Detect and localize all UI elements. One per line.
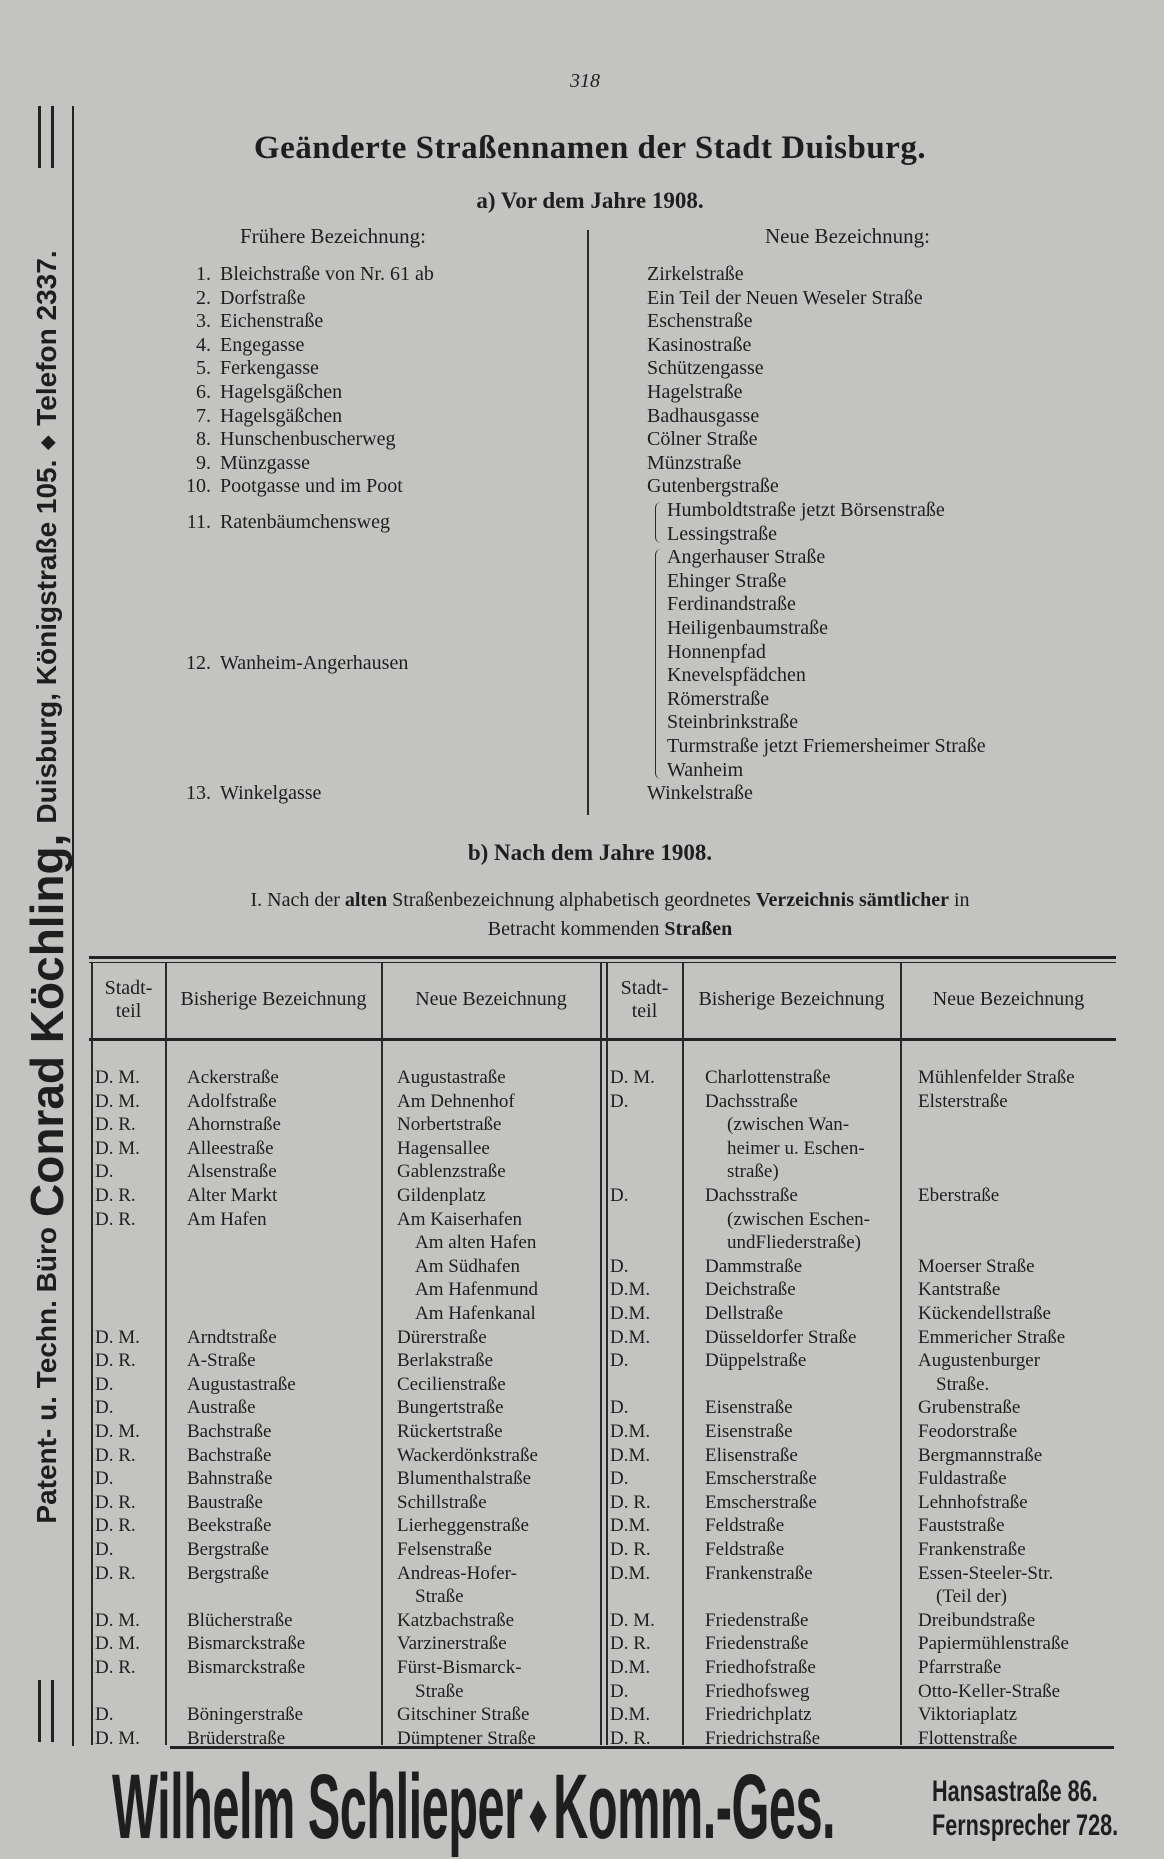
header-stadtteil-left (92, 977, 165, 1023)
table-cell-stadtteil: D. M. (610, 1067, 655, 1088)
table-cell-new-name: Schillstraße (397, 1491, 487, 1513)
table-cell-old-name: Bachstraße (187, 1444, 272, 1466)
table-cell-stadtteil: D. R. (95, 1114, 136, 1136)
table-cell-old-name: Baustraße (187, 1491, 263, 1513)
table-cell-stadtteil: D. R. (95, 1350, 136, 1372)
list-item-old-name: Hagelsgäßchen (220, 404, 343, 427)
list-item-new-name: Zirkelstraße (647, 263, 744, 285)
table-cell-old-name: Bismarckstraße (187, 1633, 306, 1655)
table-cell-new-name: Straße. (936, 1373, 990, 1395)
list-item-number: 8. (196, 428, 211, 451)
list-item-old-name: Dorfstraße (220, 286, 306, 309)
table-cell-stadtteil: D. M. (95, 1609, 140, 1631)
table-cell-new-name: Fuldastraße (918, 1468, 1007, 1490)
table-cell-new-name: Moerser Straße (918, 1255, 1035, 1277)
table-cell-old-name: Bergstraße (187, 1562, 269, 1584)
table-cell-old-name: Friedhofstraße (705, 1657, 816, 1678)
table-cell-old-name: Charlottenstraße (705, 1067, 831, 1088)
list-item-new-name: Knevelspfädchen (667, 664, 806, 687)
double-bar-bottom (38, 1680, 54, 1742)
advert-company-name: Wilhelm Schlieper (112, 1756, 523, 1858)
column-divider (587, 230, 589, 815)
header-text: teil (631, 1000, 658, 1022)
table-cell-old-name: Bismarckstraße (187, 1657, 306, 1678)
table-cell-stadtteil: D. M. (610, 1609, 655, 1631)
table-cell-new-name: Elsterstraße (918, 1090, 1008, 1112)
table-cell-stadtteil: D.M. (610, 1326, 651, 1348)
list-item-old-name: Pootgasse und im Poot (220, 475, 403, 498)
table-cell-stadtteil: D. M. (95, 1727, 140, 1749)
table-cell-stadtteil: D.M. (610, 1515, 651, 1537)
list-item-old-name: Winkelgasse (220, 782, 322, 805)
list-item-new-name: Heiligenbaumstraße (667, 617, 829, 639)
header-new-left: Neue Bezeichnung (415, 988, 567, 1010)
list-item-number: 13. (186, 782, 211, 805)
table-cell-stadtteil: D. (610, 1680, 629, 1702)
header-text: Stadt- (104, 977, 153, 999)
table-cell-stadtteil: D.M. (610, 1704, 651, 1726)
page-title: Geänderte Straßennamen der Stadt Duisburg. (253, 130, 927, 166)
table-cell-new-name: Felsenstraße (397, 1539, 492, 1560)
header-text: Stadt- (620, 977, 669, 999)
table-top-rule (89, 956, 1116, 959)
table-cell-new-name: Blumenthalstraße (397, 1468, 532, 1490)
list-item-number: 12. (186, 652, 211, 675)
table-cell-new-name: Norbertstraße (397, 1114, 502, 1136)
table-cell-stadtteil: D. (95, 1373, 114, 1395)
list-item-new-name: Steinbrinkstraße (667, 711, 799, 734)
table-cell-stadtteil: D.M. (610, 1303, 651, 1324)
table-cell-old-name: Brüderstraße (187, 1727, 286, 1749)
table-cell-new-name: Papiermühlenstraße (918, 1633, 1069, 1655)
table-cell-stadtteil: D. (610, 1255, 629, 1277)
table-cell-new-name: (Teil der) (936, 1586, 1007, 1608)
advert-phone: Fernsprecher 728. (932, 1809, 1119, 1842)
table-cell-new-name: Wackerdönkstraße (397, 1444, 538, 1466)
table-cell-stadtteil: D. R. (95, 1491, 136, 1513)
list-item-new-name: Münzstraße (647, 451, 742, 474)
table-cell-old-name: Emscherstraße (705, 1491, 817, 1513)
list-item-number: 2. (196, 286, 211, 309)
table-cell-old-name: Bahnstraße (187, 1468, 273, 1490)
table-cell-new-name: Essen-Steeler-Str. (918, 1562, 1054, 1584)
table-cell-old-name: Bachstraße (187, 1421, 272, 1442)
table-cell-old-name: Eisenstraße (705, 1421, 793, 1442)
list-item-number: 11. (186, 510, 211, 533)
table-cell-new-name: Berlakstraße (397, 1350, 494, 1372)
table-cell-stadtteil: D. (95, 1161, 114, 1183)
table-cell-old-name: Dachsstraße (705, 1185, 798, 1206)
table-cell-stadtteil: D. (95, 1704, 114, 1726)
list-item-new-name: Gutenbergstraße (647, 475, 779, 498)
table-cell-old-name: Dachsstraße (705, 1090, 798, 1112)
advert-contact (932, 1775, 1118, 1843)
table-cell-new-name: Fauststraße (918, 1515, 1005, 1537)
table-cell-old-name: heimer u. Eschen- (727, 1137, 865, 1159)
column-divider (682, 963, 684, 1745)
table-cell-old-name: Böningerstraße (187, 1704, 304, 1726)
list-item-new-name: Lessingstraße (667, 522, 777, 545)
list-item-old-name: Eichenstraße (220, 310, 324, 333)
table-cell-old-name: Dammstraße (705, 1255, 803, 1277)
table-cell-new-name: Bungertstraße (397, 1397, 504, 1419)
table-cell-stadtteil: D. M. (95, 1421, 140, 1442)
intro-bold: alten (344, 889, 388, 911)
table-cell-new-name: Lierheggenstraße (397, 1515, 529, 1537)
column-divider (381, 963, 383, 1745)
list-item-new-name: Cölner Straße (647, 428, 758, 451)
table-cell-stadtteil: D. R. (610, 1727, 651, 1749)
table-cell-new-name: Katzbachstraße (397, 1609, 515, 1631)
table-cell-old-name: (zwischen Wan- (727, 1114, 850, 1136)
list-item-old-name: Münzgasse (220, 451, 310, 474)
table-cell-old-name: Alter Markt (187, 1185, 278, 1206)
table-cell-new-name: Gildenplatz (397, 1185, 486, 1206)
side-advert-office: Patent- u. Techn. Büro (31, 1226, 62, 1524)
column-header-new: Neue Bezeichnung: (765, 224, 931, 248)
table-cell-new-name: Hagensallee (397, 1137, 490, 1159)
table-left-border (91, 963, 93, 1745)
table-cell-old-name: Bergstraße (187, 1539, 269, 1560)
table-cell-stadtteil: D. R. (95, 1185, 136, 1206)
table-cell-new-name: Rückertstraße (397, 1421, 503, 1442)
list-item-new-name: Angerhauser Straße (667, 546, 826, 569)
table-cell-stadtteil: D. R. (610, 1633, 651, 1655)
table-cell-stadtteil: D.M. (610, 1444, 651, 1466)
table-cell-old-name: Dellstraße (705, 1303, 784, 1324)
list-item-old-name: Wanheim-Angerhausen (220, 652, 409, 675)
list-item-new-name: Schützengasse (647, 357, 764, 380)
table-cell-old-name: Alleestraße (187, 1137, 274, 1159)
list-item-number: 7. (196, 404, 211, 427)
list-item-number: 10. (186, 475, 211, 498)
table-cell-old-name: Friedrichplatz (705, 1704, 812, 1726)
table-cell-old-name: (zwischen Eschen- (727, 1208, 870, 1230)
list-item-new-name: Ferdinandstraße (667, 593, 796, 616)
list-item-old-name: Engegasse (220, 333, 305, 356)
table-cell-old-name: Feldstraße (705, 1539, 785, 1560)
table-cell-new-name: Pfarrstraße (918, 1657, 1002, 1678)
table-cell-stadtteil: D. (610, 1350, 629, 1372)
column-divider (900, 963, 902, 1745)
table-cell-old-name: Feldstraße (705, 1515, 785, 1537)
table-cell-stadtteil: D. M. (95, 1090, 140, 1112)
table-cell-stadtteil: D. R. (95, 1208, 136, 1230)
table-cell-stadtteil: D. (610, 1468, 629, 1490)
table-cell-old-name: Frankenstraße (705, 1562, 813, 1584)
list-item-new-name: Ehinger Straße (667, 569, 787, 592)
header-new-right: Neue Bezeichnung (932, 988, 1085, 1010)
table-cell-new-name: Gablenzstraße (397, 1161, 506, 1183)
table-cell-new-name: Am Hafenkanal (415, 1303, 536, 1324)
table-cell-stadtteil: D. R. (610, 1491, 651, 1513)
table-cell-old-name: Friedrichstraße (705, 1727, 821, 1749)
list-item-number: 5. (196, 357, 211, 380)
list-item-old-name: Bleichstraße von Nr. 61 ab (220, 263, 434, 285)
list-item-number: 6. (196, 381, 211, 403)
section-a-heading: a) Vor dem Jahre 1908. (476, 188, 704, 213)
table-cell-stadtteil: D. (610, 1397, 629, 1419)
list-item-old-name: Hagelsgäßchen (220, 381, 343, 403)
table-cell-stadtteil: D. R. (95, 1444, 136, 1466)
side-advert-address: Duisburg, Königstraße 105. (31, 459, 62, 824)
table-cell-stadtteil: D.M. (610, 1421, 651, 1442)
intro-text: Betracht kommenden (487, 918, 660, 940)
table-cell-new-name: Straße (415, 1680, 464, 1702)
list-item-number: 3. (196, 310, 211, 333)
table-cell-stadtteil: D.M. (610, 1279, 651, 1301)
table-cell-stadtteil: D. (610, 1185, 629, 1206)
list-item-new-name: Kasinostraße (647, 333, 752, 356)
table-cell-new-name: Straße (415, 1586, 464, 1608)
table-cell-old-name: Friedhofsweg (705, 1680, 810, 1702)
intro-text: I. Nach der (250, 889, 340, 911)
side-advert-phone: Telefon 2337. (31, 250, 62, 426)
table-cell-stadtteil: D. (95, 1397, 114, 1419)
table-cell-new-name: Kückendellstraße (918, 1303, 1051, 1324)
table-cell-stadtteil: D. R. (95, 1562, 136, 1584)
table-cell-new-name: Emmericher Straße (918, 1326, 1066, 1348)
table-cell-old-name: Düsseldorfer Straße (705, 1326, 857, 1348)
intro-bold: Verzeichnis sämtlicher (755, 889, 949, 911)
table-cell-new-name: Eberstraße (918, 1185, 1000, 1206)
intro-text: Straßenbezeichnung alphabetisch geordnetes (392, 889, 751, 911)
header-text: teil (115, 1000, 142, 1022)
table-cell-new-name: Am Südhafen (415, 1255, 521, 1277)
table-cell-new-name: Am Dehnenhof (397, 1090, 515, 1112)
column-divider (165, 963, 167, 1745)
table-cell-new-name: Augustastraße (397, 1067, 506, 1088)
list-item-new-name: Wanheim (667, 758, 744, 781)
table-cell-new-name: Dreibundstraße (918, 1609, 1036, 1631)
table-cell-old-name: Beekstraße (187, 1515, 272, 1537)
table-cell-new-name: Flottenstraße (918, 1727, 1018, 1749)
table-cell-new-name: Am Hafenmund (415, 1279, 538, 1301)
table-cell-old-name: Am Hafen (187, 1208, 267, 1230)
intro-bold: Straßen (664, 918, 733, 940)
table-cell-old-name: Austraße (187, 1397, 256, 1419)
list-item-new-name: Winkelstraße (647, 782, 753, 805)
list-item-new-name: Hagelstraße (647, 381, 743, 403)
list-item-new-name: Turmstraße jetzt Friemersheimer Straße (667, 735, 986, 757)
table-cell-new-name: Lehnhofstraße (918, 1491, 1028, 1513)
list-item-new-name: Römerstraße (667, 687, 770, 710)
table-cell-stadtteil: D. (95, 1539, 114, 1560)
list-item-new-name: Honnenpfad (667, 640, 766, 663)
table-cell-old-name: Deichstraße (705, 1279, 796, 1301)
table-cell-old-name: undFliederstraße) (727, 1232, 862, 1254)
table-cell-old-name: Alsenstraße (187, 1161, 277, 1183)
page-number: 318 (570, 70, 600, 92)
table-cell-old-name: straße) (727, 1161, 779, 1183)
table-cell-new-name: Dümptener Straße (397, 1727, 536, 1749)
table-cell-old-name: Friedenstraße (705, 1633, 809, 1655)
list-item-old-name: Ferkengasse (220, 357, 319, 380)
table-cell-stadtteil: D.M. (610, 1562, 651, 1584)
table-cell-new-name: Bergmannstraße (918, 1444, 1043, 1466)
table-top-rule-thin (89, 962, 1116, 963)
column-header-old: Frühere Bezeichnung: (240, 224, 427, 248)
header-old-right: Bisherige Bezeichnung (698, 988, 885, 1010)
table-cell-old-name: Blücherstraße (187, 1609, 293, 1631)
table-cell-old-name: Friedenstraße (705, 1609, 809, 1631)
table-cell-new-name: Dürerstraße (397, 1326, 487, 1348)
table-cell-stadtteil: D. M. (95, 1137, 140, 1159)
table-cell-new-name: Mühlenfelder Straße (918, 1067, 1075, 1088)
intro-text: in (953, 889, 970, 911)
table-cell-old-name: Ackerstraße (187, 1067, 279, 1088)
table-cell-new-name: Otto-Keller-Straße (918, 1680, 1061, 1702)
table-cell-old-name: Düppelstraße (705, 1350, 807, 1372)
table-cell-new-name: Gitschiner Straße (397, 1704, 530, 1726)
section-b-heading: b) Nach dem Jahre 1908. (467, 840, 713, 865)
column-divider (600, 963, 602, 1745)
bracket-icon (655, 502, 662, 543)
bracket-icon (655, 549, 662, 779)
table-cell-old-name: Adolfstraße (187, 1090, 277, 1112)
bottom-advertisement (112, 1756, 836, 1858)
column-divider (606, 963, 608, 1745)
table-cell-old-name: Emscherstraße (705, 1468, 817, 1490)
header-old-left: Bisherige Bezeichnung (180, 988, 367, 1010)
side-advertisement (22, 106, 72, 1668)
advert-address: Hansastraße 86. (932, 1775, 1098, 1808)
table-cell-new-name: Fürst-Bismarck- (397, 1657, 522, 1678)
table-cell-stadtteil: D. M. (95, 1326, 140, 1348)
diamond-icon: ◆ (529, 1791, 546, 1836)
table-cell-new-name: Andreas-Hofer- (397, 1562, 517, 1584)
table-cell-new-name: Varzinerstraße (397, 1633, 507, 1655)
table-cell-new-name: Grubenstraße (918, 1397, 1021, 1419)
side-advert-name: Conrad Köchling, (21, 833, 73, 1217)
list-item-new-name: Eschenstraße (647, 310, 753, 333)
table-cell-new-name: Feodorstraße (918, 1421, 1018, 1442)
table-cell-new-name: Am Kaiserhafen (397, 1208, 523, 1230)
table-cell-new-name: Cecilienstraße (397, 1373, 506, 1395)
table-cell-new-name: Viktoriaplatz (918, 1704, 1018, 1726)
table-cell-stadtteil: D.M. (610, 1657, 651, 1678)
table-cell-old-name: Arndtstraße (187, 1326, 277, 1348)
table-cell-old-name: A-Straße (187, 1350, 256, 1372)
table-cell-stadtteil: D. R. (95, 1657, 136, 1678)
table-cell-old-name: Elisenstraße (705, 1444, 798, 1466)
table-cell-new-name: Am alten Hafen (415, 1232, 537, 1254)
table-cell-old-name: Ahornstraße (187, 1114, 281, 1136)
advert-company-type: Komm.-Ges. (553, 1756, 836, 1858)
diamond-icon: ◆ (36, 435, 57, 450)
table-cell-new-name: Frankenstraße (918, 1539, 1026, 1560)
table-cell-stadtteil: D. (95, 1468, 114, 1490)
list-item-old-name: Ratenbäumchensweg (220, 510, 390, 533)
list-item-number: 1. (196, 263, 211, 285)
table-cell-stadtteil: D. (610, 1090, 629, 1112)
table-cell-stadtteil: D. R. (610, 1539, 651, 1560)
table-cell-stadtteil: D. R. (95, 1515, 136, 1537)
list-item-old-name: Hunschenbuscherweg (220, 428, 396, 451)
table-cell-old-name: Eisenstraße (705, 1397, 793, 1419)
table-cell-stadtteil: D. M. (95, 1067, 140, 1088)
table-cell-new-name: Augustenburger (918, 1350, 1041, 1372)
table-cell-new-name: Kantstraße (918, 1279, 1001, 1301)
list-item-new-name: Badhausgasse (647, 404, 760, 427)
table-cell-old-name: Augustastraße (187, 1373, 296, 1395)
table-cell-stadtteil: D. M. (95, 1633, 140, 1655)
table-header-rule (89, 1038, 1116, 1041)
header-stadtteil-right (607, 977, 682, 1023)
list-item-new-name: Humboldtstraße jetzt Börsenstraße (667, 499, 945, 521)
list-item-new-name: Ein Teil der Neuen Weseler Straße (647, 286, 923, 309)
list-item-number: 4. (196, 333, 211, 356)
section-b-intro (180, 886, 1040, 944)
list-item-number: 9. (196, 451, 211, 474)
